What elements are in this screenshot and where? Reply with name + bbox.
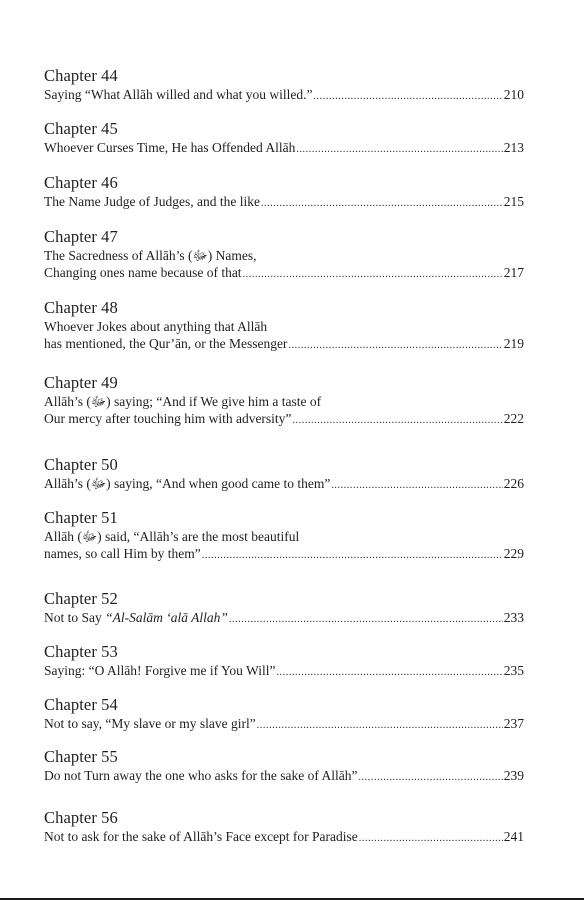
page-number: 229	[503, 546, 524, 561]
chapter-heading: Chapter 46	[44, 173, 118, 192]
chapter-title	[44, 609, 228, 626]
page-number: 219	[503, 336, 524, 351]
dot-leader	[358, 769, 502, 786]
chapter-heading: Chapter 50	[44, 455, 118, 474]
dot-leader	[292, 412, 502, 429]
toc-entry-45	[44, 119, 524, 158]
page-number: 213	[503, 140, 524, 155]
dot-leader	[296, 141, 502, 158]
chapter-title-line	[44, 545, 524, 564]
chapter-title-line	[44, 828, 524, 847]
chapter-title: Allāh’s (ﷻ) saying, “And when good came to them”	[44, 476, 331, 491]
chapter-title-line	[44, 86, 524, 105]
toc-entry-50	[44, 455, 524, 494]
chapter-heading: Chapter 45	[44, 119, 118, 138]
chapter-title: Whoever Curses Time, He has Offended Allāh	[44, 140, 296, 155]
chapter-title: Our mercy after touching him with adversity”	[44, 411, 292, 426]
chapter-title: Not to say, “My slave or my slave girl”	[44, 716, 256, 731]
toc-entry-51	[44, 508, 524, 564]
page-number: 241	[503, 829, 524, 844]
chapter-heading: Chapter 52	[44, 589, 118, 608]
chapter-title: Saying: “O Allāh! Forgive me if You Will”	[44, 663, 276, 678]
chapter-heading: Chapter 51	[44, 508, 118, 527]
page-number: 237	[503, 716, 524, 731]
chapter-title-line: Allāh (ﷻ) said, “Allāh’s are the most beautiful	[44, 529, 300, 544]
chapter-title-line: Whoever Jokes about anything that Allāh	[44, 319, 268, 334]
chapter-title-line	[44, 767, 524, 786]
dot-leader	[257, 717, 503, 734]
chapter-title-line	[44, 335, 524, 354]
chapter-heading: Chapter 56	[44, 808, 118, 827]
chapter-title: names, so call Him by them”	[44, 546, 201, 561]
toc-entry-55	[44, 747, 524, 786]
chapter-heading: Chapter 49	[44, 373, 118, 392]
chapter-title-line: The Sacredness of Allāh’s (ﷻ) Names,	[44, 248, 257, 263]
chapter-title: Saying “What Allāh willed and what you willed.”	[44, 87, 313, 102]
dot-leader	[288, 337, 502, 354]
page-number: 210	[503, 87, 524, 102]
chapter-title-prefix: Not to Say	[44, 610, 106, 625]
chapter-title-line	[44, 139, 524, 158]
chapter-heading: Chapter 54	[44, 695, 118, 714]
page-number: 235	[503, 663, 524, 678]
chapter-heading: Chapter 48	[44, 298, 118, 317]
chapter-title-line	[44, 264, 524, 283]
dot-leader	[276, 664, 502, 681]
dot-leader	[359, 830, 503, 847]
page-number: 217	[503, 265, 524, 280]
page-number: 222	[503, 411, 524, 426]
page-number: 239	[503, 768, 524, 783]
toc-entry-46	[44, 173, 524, 212]
chapter-heading: Chapter 47	[44, 227, 118, 246]
page-number: 215	[503, 194, 524, 209]
toc-entry-56	[44, 808, 524, 847]
chapter-title-line	[44, 410, 524, 429]
dot-leader	[261, 195, 503, 212]
chapter-heading: Chapter 53	[44, 642, 118, 661]
chapter-heading: Chapter 55	[44, 747, 118, 766]
chapter-title-line	[44, 662, 524, 681]
toc-entry-44	[44, 66, 524, 105]
chapter-title: Do not Turn away the one who asks for the sake of Allāh”	[44, 768, 358, 783]
chapter-heading: Chapter 44	[44, 66, 118, 85]
chapter-title: Changing ones name because of that	[44, 265, 242, 280]
chapter-title-italic: “Al-Salām ‘alā Allah”	[105, 610, 228, 625]
dot-leader	[202, 547, 503, 564]
chapter-title: has mentioned, the Qur’ān, or the Messenger	[44, 336, 288, 351]
chapter-title-line	[44, 193, 524, 212]
chapter-title-line: Allāh’s (ﷻ) saying; “And if We give him a taste of	[44, 394, 322, 409]
dot-leader	[243, 266, 503, 283]
toc-entry-52	[44, 589, 524, 628]
dot-leader	[313, 88, 502, 105]
toc-entry-48	[44, 298, 524, 354]
toc-entry-49	[44, 373, 524, 429]
chapter-title: Not to ask for the sake of Allāh’s Face except for Paradise	[44, 829, 358, 844]
page-number: 233	[503, 610, 524, 625]
toc-entry-53	[44, 642, 524, 681]
toc-entry-47	[44, 227, 524, 283]
chapter-title-line	[44, 715, 524, 734]
toc-entry-54	[44, 695, 524, 734]
dot-leader	[331, 477, 502, 494]
chapter-title-line	[44, 475, 524, 494]
chapter-title-line	[44, 609, 524, 628]
chapter-title: The Name Judge of Judges, and the like	[44, 194, 260, 209]
dot-leader	[229, 611, 503, 628]
page-number: 226	[503, 476, 524, 491]
